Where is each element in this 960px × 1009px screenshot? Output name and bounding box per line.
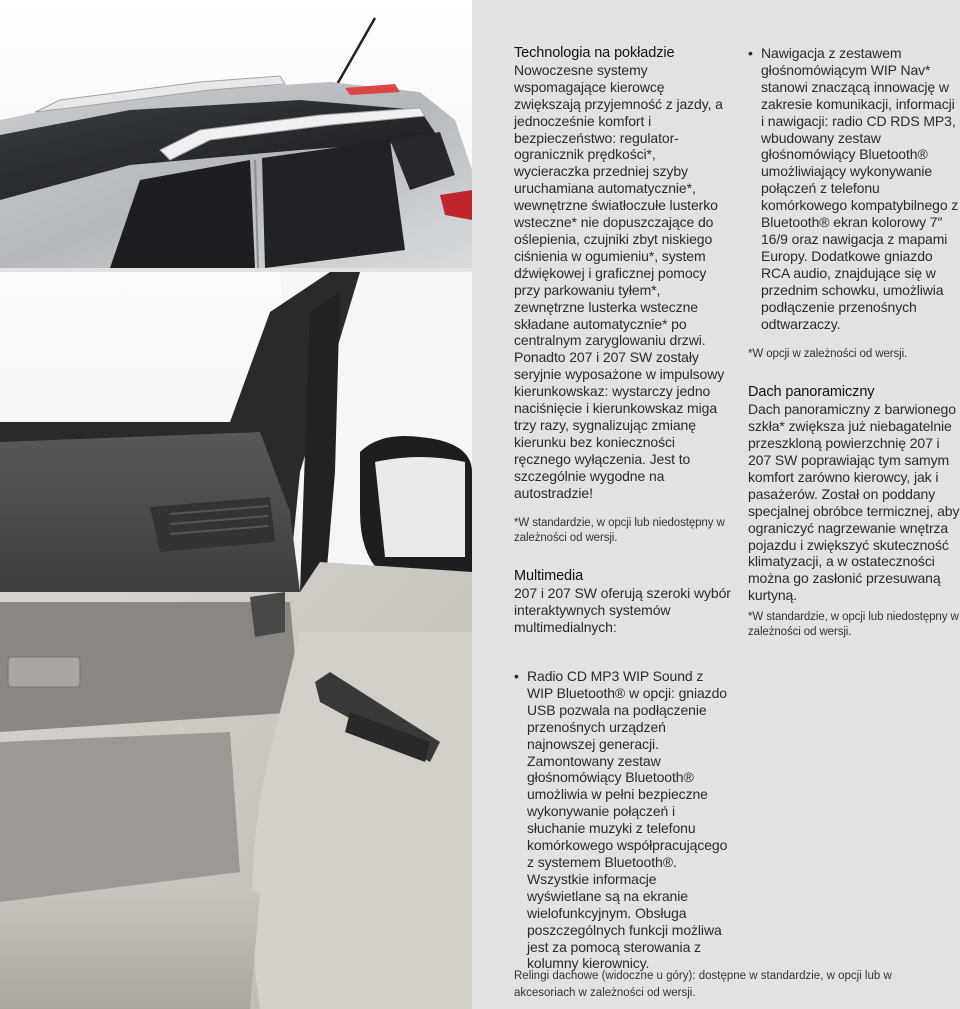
technologia-note: *W standardzie, w opcji lub niedostępny w zależności od wersji. <box>514 517 725 545</box>
multimedia-note: *W opcji w zależności od wersji. <box>748 348 908 361</box>
car-roof-photo <box>0 0 472 268</box>
section-title-technologia: Technologia na pokładzie <box>514 45 675 61</box>
multimedia-item-radio: • Radio CD MP3 WIP Sound z WIP Bluetooth® w opcji: gniazdo USB pozwala na podłączenie przenośnych urządzeń najnowszej generacji. Zamontowany zestaw głośnomówiący Bluetooth® umożliwia w pełni bezpieczne wykonywanie połączeń i słuchanie muzyki z telefonu komórkowego współpracującego z systemem Bluetooth®. Wszystkie informacje wyświetlane są na ekranie wielofunkcyjnym. Obsługa poszczególnych funkcji możliwa jest za pomocą sterowania z kolumny kierownicy. <box>514 668 732 972</box>
column-technologia <box>514 45 732 636</box>
section-title-multimedia: Multimedia <box>514 568 584 585</box>
photo-caption: Relingi dachowe (widoczne u góry): dostępne w standardzie, w opcji lub w akcesoriach w zależności od wersji. <box>514 970 892 999</box>
multimedia-list-a <box>514 668 732 972</box>
dach-note: *W standardzie, w opcji lub niedostępny w zależności od wersji. <box>748 611 959 639</box>
car-interior-photo <box>0 272 472 1009</box>
dach-body: Dach panoramiczny z barwionego szkła* zwiększa już niebagatelnie przeszkloną powierzchnię 207 i 207 SW poprawiając tym samym komfort zarówno kierowcy, jak i pasażerów. Został on poddany specjalnej obróbce termicznej, aby ograniczyć nagrzewanie wnętrza pojazdu i zwiększyć skuteczność klimatyzacji, a w ostateczności można go zasłonić przesuwaną kurtyną. <box>748 401 960 604</box>
multimedia-item-nawigacja: • Nawigacja z zestawem głośnomówiącym WIP Nav* stanowi znaczącą innowację w zakresie komunikacji, informacji i nawigacji: radio CD RDS MP3, wbudowany zestaw głośnomówiący Bluetooth® umożliwiający wykonywanie połączeń z telefonu komórkowego kompatybilnego z Bluetooth® ekran kolorowy 7″ 16/9 oraz nawigacja z mapami Europy. Dodatkowe gniazdo RCA audio, znajdujące się w przednim schowku, umożliwia podłączenie przenośnych odtwarzaczy. <box>748 45 960 332</box>
technologia-body: Nowoczesne systemy wspomagające kierowcę zwiększają przyjemność z jazdy, a jednocześnie komfort i bezpieczeństwo: regulator-ogranicznik prędkości*, wycieraczka przedniej szyby uruchamiana automatycznie*, wewnętrzne światłoczułe lusterko wsteczne* nie dopuszczające do oślepienia, czujniki zbyt niskiego ciśnienia w ogumieniu*, system dźwiękowej i graficznej pomocy przy parkowaniu tyłem*, zewnętrzne lusterka wsteczne składane automatycznie* po centralnym zaryglowaniu drzwi. Ponadto 207 i 207 SW zostały seryjnie wyposażone w impulsowy kierunkowskaz: wystarczy jedno naciśnięcie i kierunkowskaz miga trzy razy, sygnalizując zmianę kierunku bez konieczności ręcznego wyłączenia. Jest to szczególnie wygodne na autostradzie! <box>514 61 725 501</box>
column-nawigacja-dach <box>748 45 960 640</box>
multimedia-intro: 207 i 207 SW oferują szeroki wybór interaktywnych systemów multimedialnych: <box>514 585 731 636</box>
section-title-dach: Dach panoramiczny <box>748 384 875 401</box>
